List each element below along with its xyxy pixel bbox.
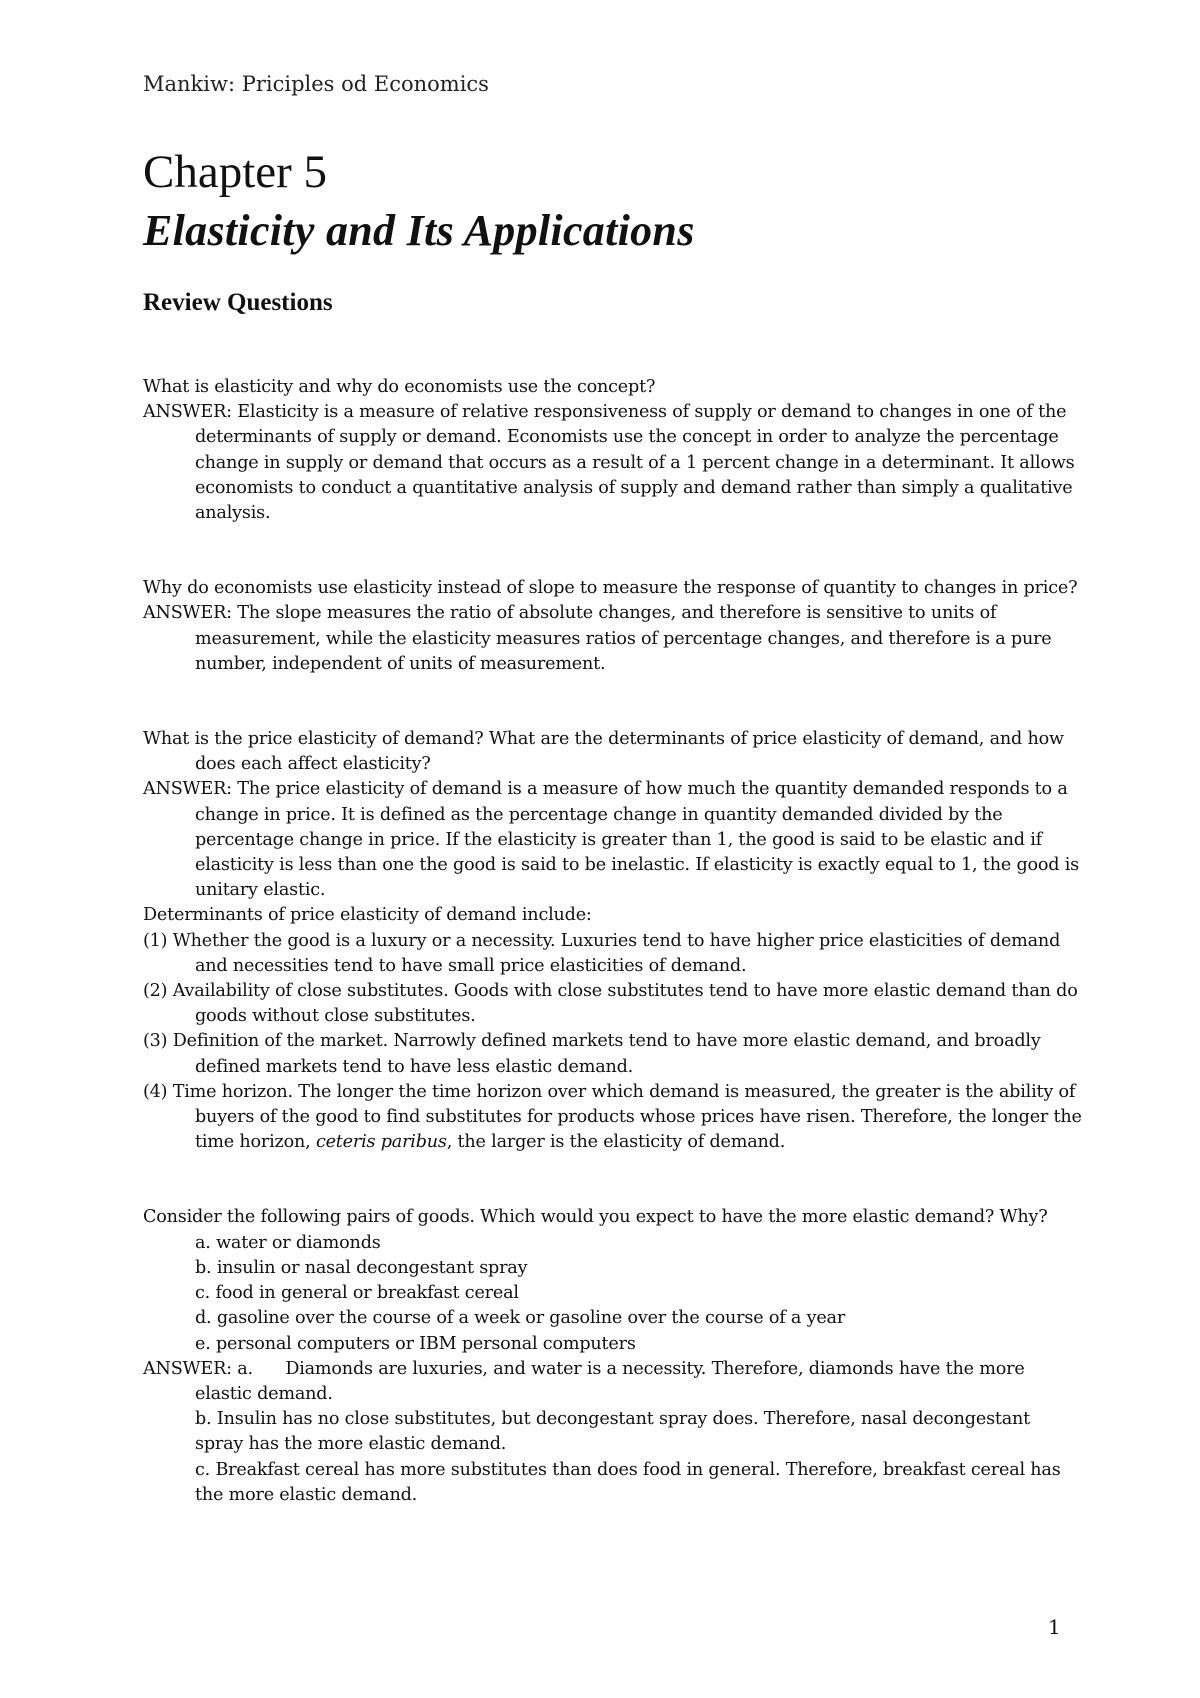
answer-label: ANSWER: [143, 1358, 232, 1379]
determinant-item [143, 1080, 1083, 1156]
answer-3-text: The price elasticity of demand is a measure of how much the quantity demanded responds to a change in price. It is defined as the percentage change in quantity demanded divided by the percentage change in price. If the elasticity is greater than 1, the good is said to be elastic and if elasticity is less than one the good is said to be inelastic. If elasticity is exactly equal to 1, the good is unitary elastic. [195, 779, 1080, 901]
answer-prefix: a. [237, 1358, 253, 1379]
option-item: c. food in general or breakfast cereal [195, 1283, 519, 1304]
answer-4a [143, 1357, 1083, 1407]
chapter-title: Chapter 5 [143, 146, 328, 198]
option-item: a. water or diamonds [195, 1232, 381, 1253]
determinant-item: (2) Availability of close substitutes. Goods with close substitutes tend to have more elastic demand than do goods without close substitutes. [143, 981, 1078, 1027]
chapter-subtitle: Elasticity and Its Applications [143, 206, 695, 255]
answer-label: ANSWER: [143, 402, 232, 423]
answer-4c-text: Breakfast cereal has more substitutes than does food in general. Therefore, breakfast cereal has the more elastic demand. [195, 1459, 1061, 1505]
question-1: What is elasticity and why do economists use the concept? [143, 377, 656, 397]
answer-1 [143, 400, 1083, 526]
review-questions-body [143, 375, 1083, 1508]
running-head: Mankiw: Priciples od Economics [143, 72, 489, 96]
answer-2 [143, 601, 1083, 677]
latin-phrase: ceteris paribus [315, 1132, 447, 1153]
answer-4c [143, 1458, 1083, 1508]
answer-4b-text: Insulin has no close substitutes, but decongestant spray does. Therefore, nasal decongestant spray has the more elastic demand. [195, 1409, 1031, 1455]
answer-1-text: Elasticity is a measure of relative responsiveness of supply or demand to changes in one of the determinants of supply or demand. Economists use the concept in order to analyze the percentage change in supply or demand that occurs as a result of a 1 percent change in a determinant. It allows economists to conduct a quantitative analysis of supply and demand rather than simply a qualitative analysis. [195, 402, 1075, 524]
question-3: What is the price elasticity of demand? What are the determinants of price elasticity of demand, and how does each affect elasticity? [143, 729, 1064, 775]
option-item: b. insulin or nasal decongestant spray [195, 1257, 528, 1278]
question-2: Why do economists use elasticity instead of slope to measure the response of quantity to changes in price? [143, 578, 1078, 599]
answer-label: ANSWER: [143, 603, 232, 624]
option-item: e. personal computers or IBM personal computers [195, 1333, 636, 1354]
determinant-item: (1) Whether the good is a luxury or a necessity. Luxuries tend to have higher price elasticities of demand and necessities tend to have small price elasticities of demand. [143, 930, 1061, 976]
answer-4a-text: Diamonds are luxuries, and water is a necessity. Therefore, diamonds have the more elastic demand. [195, 1358, 1025, 1404]
answer-4b [143, 1407, 1083, 1457]
answer-prefix: b. [195, 1409, 212, 1430]
section-heading: Review Questions [143, 289, 333, 316]
determinant-4-text: (4) Time horizon. The longer the time horizon over which demand is measured, the greater is the ability of buyers of the good to find substitutes for products whose prices have risen. Therefore, the longer the time horizon, [143, 1081, 1082, 1153]
answer-2-text: The slope measures the ratio of absolute changes, and therefore is sensitive to units of measurement, while the elasticity measures ratios of percentage changes, and therefore is a pure number, independent of units of measurement. [195, 603, 1052, 674]
determinant-4-tail: , the larger is the elasticity of demand. [446, 1132, 786, 1153]
determinant-item: (3) Definition of the market. Narrowly defined markets tend to have more elastic demand, and broadly defined markets tend to have less elastic demand. [143, 1031, 1041, 1077]
question-4: Consider the following pairs of goods. Which would you expect to have the more elastic demand? Why? [143, 1207, 1048, 1228]
answer-prefix: c. [195, 1459, 211, 1480]
answer-label: ANSWER: [143, 779, 232, 800]
determinants-intro: Determinants of price elasticity of demand include: [143, 905, 592, 926]
answer-3 [143, 777, 1083, 903]
page-number: 1 [1048, 1615, 1061, 1639]
option-item: d. gasoline over the course of a week or gasoline over the course of a year [195, 1308, 846, 1329]
